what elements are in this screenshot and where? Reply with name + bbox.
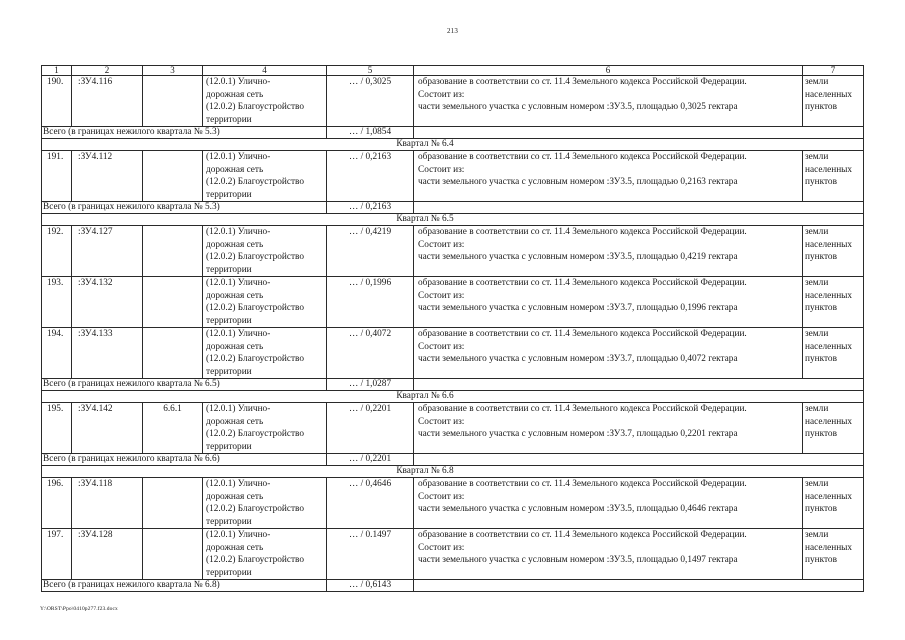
permitted-use-line: дорожная сеть — [206, 239, 264, 250]
permitted-use-line: (12.0.1) Улично- — [206, 152, 271, 162]
total-filler — [414, 454, 864, 466]
land-category — [803, 529, 864, 580]
permitted-use-line: территории — [206, 567, 252, 578]
plot-code: :ЗУ4.116 — [72, 76, 143, 127]
plot-area: … / 0,1996 — [327, 277, 414, 328]
plot-code: :ЗУ4.112 — [72, 151, 143, 202]
description-line: Состоит из: — [418, 416, 465, 427]
land-category-line: пунктов — [805, 252, 837, 262]
permitted-use-line: дорожная сеть — [206, 341, 264, 352]
plot-area: … / 0,4072 — [327, 328, 414, 379]
total-area: … / 0,2201 — [327, 454, 414, 466]
permitted-use-line: территории — [206, 315, 252, 326]
zone-number — [143, 76, 203, 127]
description-line: части земельного участка с условным номером :ЗУ3.5, площадью 0,4219 гектара — [418, 252, 738, 262]
permitted-use-line: (12.0.2) Благоустройство — [206, 354, 305, 364]
permitted-use-line: (12.0.2) Благоустройство — [206, 252, 305, 262]
zone-number — [143, 151, 203, 202]
land-category — [803, 76, 864, 127]
zone-number — [143, 328, 203, 379]
description-line: Состоит из: — [418, 341, 465, 352]
land-category-line: земли — [805, 77, 829, 87]
land-category — [803, 226, 864, 277]
formation-description — [414, 226, 803, 277]
row-number: 191. — [42, 151, 72, 202]
table-row — [42, 328, 864, 379]
plot-area: … / 0,4646 — [327, 478, 414, 529]
column-header: 3 — [143, 66, 203, 76]
row-number: 193. — [42, 277, 72, 328]
column-header: 5 — [327, 66, 414, 76]
table-row — [42, 151, 864, 202]
plot-area: … / 0,2201 — [327, 403, 414, 454]
land-category — [803, 328, 864, 379]
land-category-line: земли — [805, 479, 829, 489]
permitted-use-line: (12.0.1) Улично- — [206, 278, 271, 288]
land-category-line: земли — [805, 404, 829, 414]
zone-number — [143, 226, 203, 277]
permitted-use-line: территории — [206, 114, 252, 125]
quarter-heading-row — [42, 214, 864, 226]
permitted-use — [203, 403, 327, 454]
formation-description — [414, 529, 803, 580]
plot-code: :ЗУ4.118 — [72, 478, 143, 529]
description-line: Состоит из: — [418, 290, 465, 301]
plot-code: :ЗУ4.133 — [72, 328, 143, 379]
description-line: образование в соответствии со ст. 11.4 Земельного кодекса Российской Федерации. — [418, 479, 747, 489]
plot-code: :ЗУ4.142 — [72, 403, 143, 454]
land-category-line: пунктов — [805, 177, 837, 187]
description-line: образование в соответствии со ст. 11.4 Земельного кодекса Российской Федерации. — [418, 152, 747, 162]
land-category-line: населенных — [805, 341, 853, 352]
land-category-line: пунктов — [805, 555, 837, 565]
permitted-use — [203, 277, 327, 328]
total-area: … / 0,2163 — [327, 202, 414, 214]
description-line: части земельного участка с условным номером :ЗУ3.7, площадью 0,1996 гектара — [418, 303, 738, 313]
description-line: части земельного участка с условным номером :ЗУ3.5, площадью 0,4646 гектара — [418, 504, 738, 514]
permitted-use-line: (12.0.1) Улично- — [206, 479, 271, 489]
formation-description — [414, 403, 803, 454]
permitted-use-line: (12.0.2) Благоустройство — [206, 429, 305, 439]
total-row — [42, 379, 864, 391]
permitted-use — [203, 328, 327, 379]
formation-description — [414, 478, 803, 529]
permitted-use-line: (12.0.2) Благоустройство — [206, 504, 305, 514]
plot-area: … / 0,3025 — [327, 76, 414, 127]
description-line: образование в соответствии со ст. 11.4 Земельного кодекса Российской Федерации. — [418, 530, 747, 540]
total-area: … / 1,0854 — [327, 127, 414, 139]
formation-description — [414, 151, 803, 202]
table-row — [42, 478, 864, 529]
total-filler — [414, 379, 864, 391]
land-category-line: населенных — [805, 290, 853, 301]
quarter-heading: Квартал № 6.8 — [42, 466, 864, 478]
permitted-use-line: территории — [206, 441, 252, 452]
land-category-line: населенных — [805, 416, 853, 427]
description-line: Состоит из: — [418, 164, 465, 175]
table-row — [42, 403, 864, 454]
description-line: Состоит из: — [418, 542, 465, 553]
description-line: образование в соответствии со ст. 11.4 Земельного кодекса Российской Федерации. — [418, 278, 747, 288]
permitted-use — [203, 76, 327, 127]
total-row — [42, 202, 864, 214]
land-category-line: пунктов — [805, 102, 837, 112]
description-line: образование в соответствии со ст. 11.4 Земельного кодекса Российской Федерации. — [418, 77, 747, 87]
land-category-line: населенных — [805, 164, 853, 175]
land-category-line: земли — [805, 227, 829, 237]
permitted-use — [203, 226, 327, 277]
permitted-use — [203, 151, 327, 202]
total-row — [42, 580, 864, 592]
land-category-line: населенных — [805, 542, 853, 553]
formation-description — [414, 277, 803, 328]
formation-description — [414, 76, 803, 127]
total-row — [42, 127, 864, 139]
permitted-use-line: (12.0.2) Благоустройство — [206, 555, 305, 565]
row-number: 194. — [42, 328, 72, 379]
permitted-use-line: дорожная сеть — [206, 89, 264, 100]
column-header: 1 — [42, 66, 72, 76]
total-label: Всего (в границах нежилого квартала № 6.8) — [42, 580, 327, 592]
row-number: 196. — [42, 478, 72, 529]
row-number: 195. — [42, 403, 72, 454]
description-line: части земельного участка с условным номером :ЗУ3.7, площадью 0,2201 гектара — [418, 429, 738, 439]
permitted-use-line: дорожная сеть — [206, 491, 264, 502]
quarter-heading: Квартал № 6.6 — [42, 391, 864, 403]
table-row — [42, 529, 864, 580]
total-label: Всего (в границах нежилого квартала № 5.3) — [42, 202, 327, 214]
permitted-use-line: (12.0.1) Улично- — [206, 329, 271, 339]
total-label: Всего (в границах нежилого квартала № 5.3) — [42, 127, 327, 139]
column-header: 7 — [803, 66, 864, 76]
land-category-line: пунктов — [805, 429, 837, 439]
permitted-use-line: территории — [206, 516, 252, 527]
permitted-use-line: (12.0.1) Улично- — [206, 404, 271, 414]
total-label: Всего (в границах нежилого квартала № 6.5) — [42, 379, 327, 391]
quarter-heading: Квартал № 6.4 — [42, 139, 864, 151]
zone-number: 6.6.1 — [143, 403, 203, 454]
land-category-line: населенных — [805, 89, 853, 100]
zone-number — [143, 277, 203, 328]
total-label: Всего (в границах нежилого квартала № 6.6) — [42, 454, 327, 466]
table-row — [42, 277, 864, 328]
permitted-use-line: (12.0.1) Улично- — [206, 227, 271, 237]
column-header: 6 — [414, 66, 803, 76]
zone-number — [143, 529, 203, 580]
page-number: 213 — [446, 27, 459, 35]
file-path-footer: Y:\ORST\Ppo\0410p277.f23.docx — [40, 606, 118, 612]
permitted-use-line: (12.0.1) Улично- — [206, 77, 271, 87]
land-category-line: земли — [805, 152, 829, 162]
land-category-line: пунктов — [805, 504, 837, 514]
permitted-use-line: (12.0.2) Благоустройство — [206, 303, 305, 313]
description-line: Состоит из: — [418, 89, 465, 100]
land-category — [803, 277, 864, 328]
total-area: … / 1,0287 — [327, 379, 414, 391]
total-filler — [414, 202, 864, 214]
table-body — [42, 66, 864, 592]
description-line: Состоит из: — [418, 239, 465, 250]
plot-area: … / 0,2163 — [327, 151, 414, 202]
permitted-use-line: территории — [206, 366, 252, 377]
formation-description — [414, 328, 803, 379]
land-category-line: земли — [805, 278, 829, 288]
description-line: части земельного участка с условным номером :ЗУ3.7, площадью 0,4072 гектара — [418, 354, 738, 364]
land-category-line: пунктов — [805, 354, 837, 364]
permitted-use-line: дорожная сеть — [206, 416, 264, 427]
description-line: части земельного участка с условным номером :ЗУ3.5, площадью 0,3025 гектара — [418, 102, 738, 112]
land-category-line: земли — [805, 329, 829, 339]
land-category-line: населенных — [805, 239, 853, 250]
permitted-use-line: территории — [206, 189, 252, 200]
row-number: 192. — [42, 226, 72, 277]
column-number-header-row — [42, 66, 864, 76]
total-filler — [414, 127, 864, 139]
permitted-use-line: территории — [206, 264, 252, 275]
total-filler — [414, 580, 864, 592]
plot-code: :ЗУ4.127 — [72, 226, 143, 277]
row-number: 190. — [42, 76, 72, 127]
quarter-heading-row — [42, 466, 864, 478]
quarter-heading-row — [42, 391, 864, 403]
permitted-use-line: дорожная сеть — [206, 164, 264, 175]
land-plots-table — [41, 65, 864, 592]
plot-area: … / 0,4219 — [327, 226, 414, 277]
plot-code: :ЗУ4.128 — [72, 529, 143, 580]
land-category-line: пунктов — [805, 303, 837, 313]
row-number: 197. — [42, 529, 72, 580]
description-line: Состоит из: — [418, 491, 465, 502]
land-category — [803, 151, 864, 202]
column-header: 2 — [72, 66, 143, 76]
permitted-use-line: (12.0.1) Улично- — [206, 530, 271, 540]
zone-number — [143, 478, 203, 529]
table-row — [42, 76, 864, 127]
permitted-use-line: (12.0.2) Благоустройство — [206, 102, 305, 112]
land-category — [803, 403, 864, 454]
column-header: 4 — [203, 66, 327, 76]
description-line: части земельного участка с условным номером :ЗУ3.5, площадью 0,1497 гектара — [418, 555, 738, 565]
permitted-use-line: дорожная сеть — [206, 290, 264, 301]
table-row — [42, 226, 864, 277]
land-category-line: населенных — [805, 491, 853, 502]
description-line: части земельного участка с условным номером :ЗУ3.5, площадью 0,2163 гектара — [418, 177, 738, 187]
quarter-heading-row — [42, 139, 864, 151]
land-category — [803, 478, 864, 529]
plot-area: … / 0.1497 — [327, 529, 414, 580]
description-line: образование в соответствии со ст. 11.4 Земельного кодекса Российской Федерации. — [418, 329, 747, 339]
permitted-use — [203, 478, 327, 529]
description-line: образование в соответствии со ст. 11.4 Земельного кодекса Российской Федерации. — [418, 404, 747, 414]
plot-code: :ЗУ4.132 — [72, 277, 143, 328]
description-line: образование в соответствии со ст. 11.4 Земельного кодекса Российской Федерации. — [418, 227, 747, 237]
total-area: … / 0,6143 — [327, 580, 414, 592]
land-category-line: земли — [805, 530, 829, 540]
quarter-heading: Квартал № 6.5 — [42, 214, 864, 226]
permitted-use-line: дорожная сеть — [206, 542, 264, 553]
permitted-use — [203, 529, 327, 580]
total-row — [42, 454, 864, 466]
permitted-use-line: (12.0.2) Благоустройство — [206, 177, 305, 187]
